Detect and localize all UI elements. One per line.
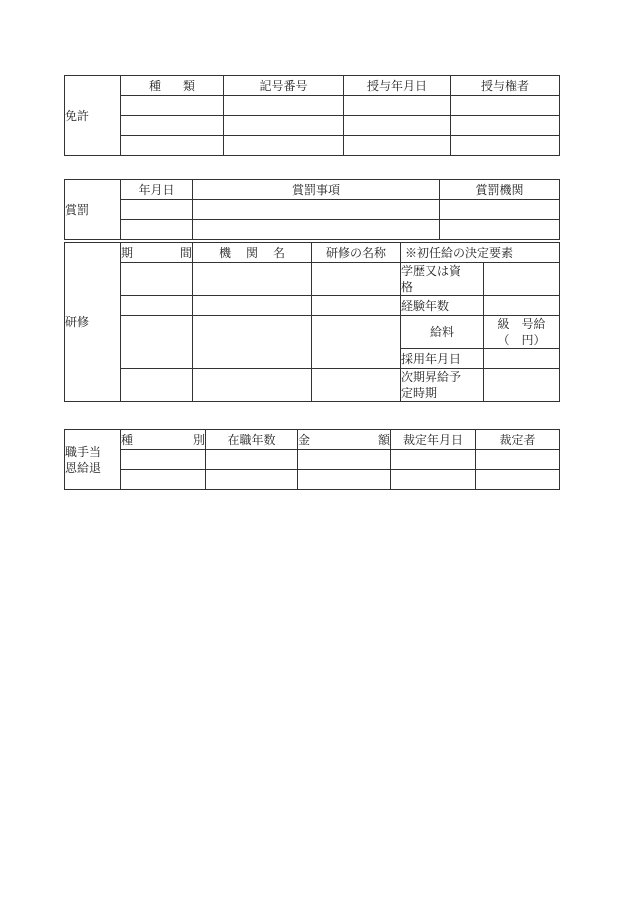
award-cell[interactable] — [440, 220, 560, 240]
factor-grade-line1: 級 号給 — [497, 317, 546, 331]
factor-next-raise-line2: 定時期 — [401, 386, 438, 400]
training-header-factors: ※初任給の決定要素 — [401, 243, 560, 263]
license-cell[interactable] — [344, 96, 451, 116]
license-header-date: 授与年月日 — [344, 76, 451, 96]
factor-education-value[interactable] — [484, 263, 560, 296]
training-cell[interactable] — [193, 296, 312, 316]
training-cell[interactable] — [121, 369, 193, 402]
training-cell[interactable] — [193, 369, 312, 402]
retirement-cell[interactable] — [298, 470, 391, 490]
retirement-label — [65, 430, 121, 490]
retirement-header-date: 裁定年月日 — [391, 430, 476, 450]
training-header-institution: 機 関 名 — [193, 243, 312, 263]
factor-education-line2: 格 — [401, 280, 414, 294]
award-cell[interactable] — [440, 200, 560, 220]
award-header-matter: 賞罰事項 — [193, 180, 440, 200]
training-table — [64, 242, 560, 402]
factor-education-label — [401, 263, 484, 296]
training-cell[interactable] — [312, 316, 401, 369]
retirement-table — [64, 429, 560, 490]
retirement-cell[interactable] — [121, 470, 206, 490]
retirement-cell[interactable] — [391, 470, 476, 490]
license-label: 免許 — [65, 76, 121, 156]
factor-next-raise-value[interactable] — [484, 369, 560, 402]
license-header-authority: 授与権者 — [451, 76, 560, 96]
factor-hire-date-label: 採用年月日 — [401, 349, 484, 369]
training-cell[interactable] — [193, 263, 312, 296]
award-header-date: 年月日 — [121, 180, 193, 200]
training-cell[interactable] — [121, 316, 193, 369]
license-cell[interactable] — [224, 116, 344, 136]
license-cell[interactable] — [451, 116, 560, 136]
award-header-agency: 賞罰機関 — [440, 180, 560, 200]
retirement-cell[interactable] — [298, 450, 391, 470]
license-cell[interactable] — [344, 136, 451, 156]
training-cell[interactable] — [193, 316, 312, 369]
license-cell[interactable] — [451, 136, 560, 156]
retirement-cell[interactable] — [476, 470, 560, 490]
training-cell[interactable] — [312, 369, 401, 402]
training-header-period: 期 間 — [121, 243, 193, 263]
retirement-header-years: 在職年数 — [206, 430, 298, 450]
training-cell[interactable] — [312, 263, 401, 296]
award-cell[interactable] — [193, 200, 440, 220]
retirement-cell[interactable] — [121, 450, 206, 470]
training-cell[interactable] — [312, 296, 401, 316]
award-cell[interactable] — [193, 220, 440, 240]
retirement-cell[interactable] — [206, 450, 298, 470]
license-table — [64, 75, 560, 156]
factor-grade-line2: （ 円） — [497, 333, 546, 347]
factor-next-raise-label — [401, 369, 484, 402]
license-header-number: 記号番号 — [224, 76, 344, 96]
factor-education-line1: 学歴又は資 — [401, 264, 462, 278]
retirement-label-line2: 恩給退 — [65, 460, 102, 475]
retirement-label-line1: 職手当 — [65, 444, 102, 459]
award-table — [64, 179, 560, 240]
award-cell[interactable] — [121, 220, 193, 240]
factor-experience-label: 経験年数 — [401, 296, 484, 316]
training-label: 研修 — [65, 243, 121, 402]
training-header-name: 研修の名称 — [312, 243, 401, 263]
factor-next-raise-line1: 次期昇給予 — [401, 370, 462, 384]
training-cell[interactable] — [121, 296, 193, 316]
factor-grade-value[interactable] — [484, 316, 560, 349]
retirement-cell[interactable] — [476, 450, 560, 470]
retirement-cell[interactable] — [206, 470, 298, 490]
award-label: 賞罰 — [65, 180, 121, 240]
retirement-header-amount: 金 額 — [298, 430, 391, 450]
license-cell[interactable] — [224, 96, 344, 116]
license-cell[interactable] — [121, 116, 224, 136]
license-cell[interactable] — [121, 136, 224, 156]
license-cell[interactable] — [451, 96, 560, 116]
factor-salary-label: 給料 — [401, 316, 484, 349]
license-cell[interactable] — [224, 136, 344, 156]
license-header-type: 種 類 — [121, 76, 224, 96]
retirement-header-type: 種 別 — [121, 430, 206, 450]
retirement-header-decider: 裁定者 — [476, 430, 560, 450]
factor-hire-date-value[interactable] — [484, 349, 560, 369]
factor-experience-value[interactable] — [484, 296, 560, 316]
license-cell[interactable] — [344, 116, 451, 136]
retirement-cell[interactable] — [391, 450, 476, 470]
license-cell[interactable] — [121, 96, 224, 116]
training-cell[interactable] — [121, 263, 193, 296]
award-cell[interactable] — [121, 200, 193, 220]
